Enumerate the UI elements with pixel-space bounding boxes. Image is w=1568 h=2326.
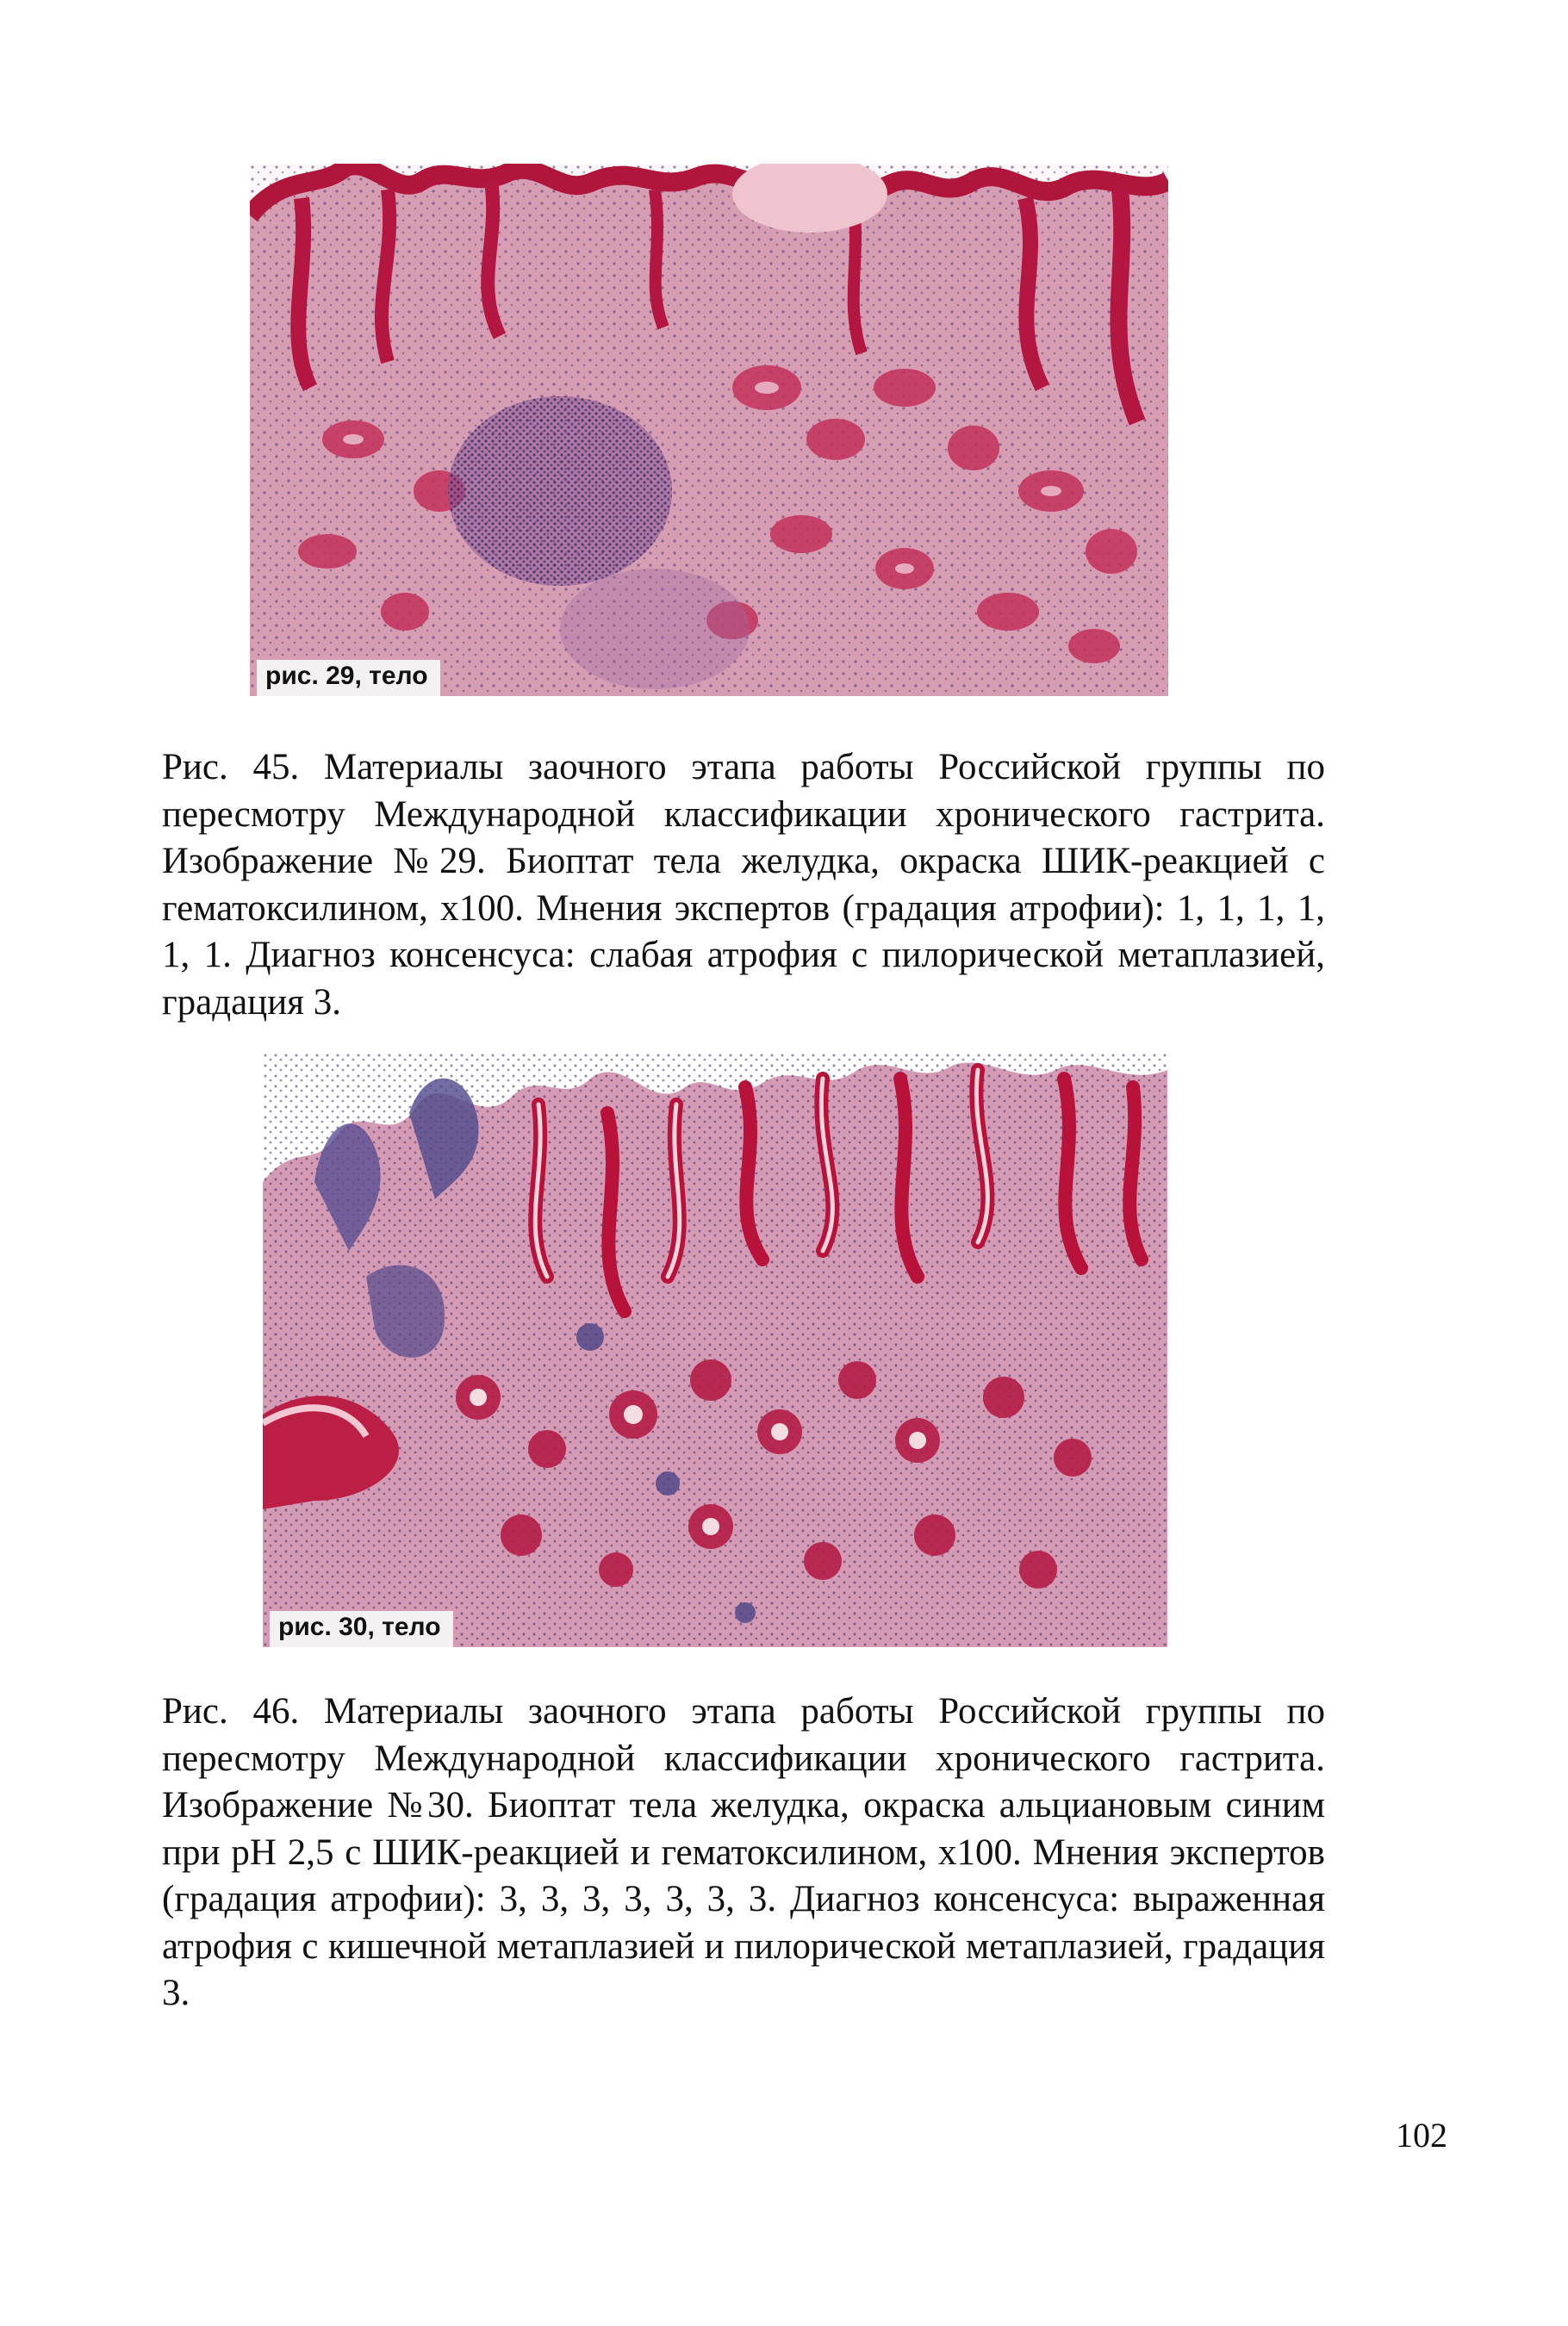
histology-image-29 <box>250 164 1168 696</box>
figure-caption <box>162 1689 1325 2018</box>
figure-label: рис. 30, тело <box>270 1611 453 1647</box>
figure-label: рис. 29, тело <box>257 660 440 696</box>
caption-text: Рис. 45. Материалы заочного этапа работы Российской группы по пересмотру Международной классификации хронического гастрита. Изображение №29. Биоптат тела желудка, окраска ШИК-реакцией с гематоксилином, x100. Мнения экспертов (градация атрофии): 1, 1, 1, 1, 1, 1. Диагноз консенсуса: слабая атрофия с пилорической метаплазией, градация 3. <box>162 747 1325 1023</box>
histology-image-30 <box>263 1053 1167 1647</box>
caption-text: Рис. 46. Материалы заочного этапа работы Российской группы по пересмотру Международной классификации хронического гастрита. Изображение №30. Биоптат тела желудка, окраска альциановым синим при pH 2,5 с ШИК-реакцией и гематоксилином, x100. Мнения экспертов (градация атрофии): 3, 3, 3, 3, 3, 3, 3. Диагноз консенсуса: выраженная атрофия с кишечной метаплазией и пилорической метаплазией, градация 3. <box>162 1691 1325 2013</box>
micrograph-gastric-body-pas <box>250 164 1168 696</box>
micrograph-gastric-body-alcian-pas <box>263 1053 1167 1647</box>
figure-caption <box>162 744 1325 1026</box>
page-number: 102 <box>1396 2116 1447 2155</box>
